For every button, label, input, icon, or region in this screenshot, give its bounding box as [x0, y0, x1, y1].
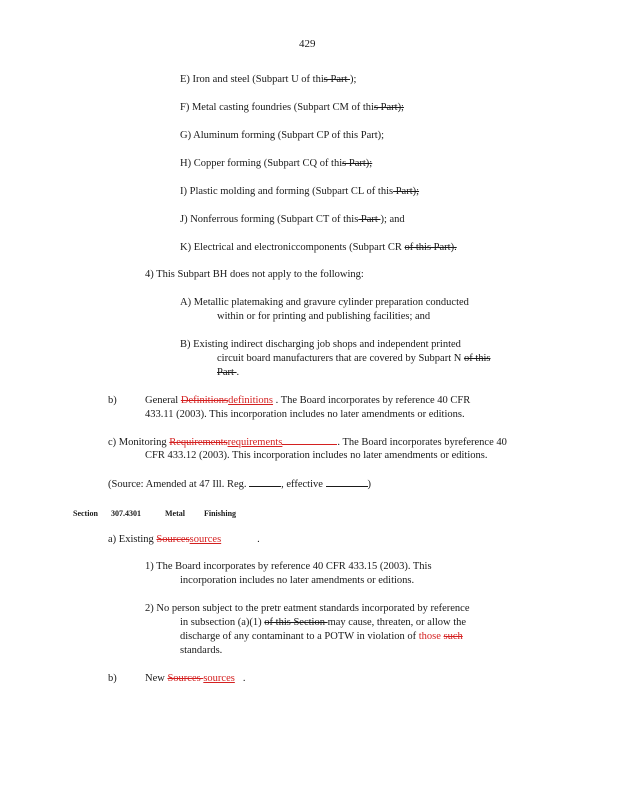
item-4b-line3: Part .	[217, 367, 240, 378]
list-item-i: I) Plastic molding and forming (Subpart CL of this Part);	[180, 186, 420, 197]
section-header-number: 307.4301	[111, 509, 141, 518]
subsection-a1-line2: incorporation includes no later amendments or editions.	[180, 575, 415, 586]
insert-underline	[282, 435, 337, 445]
subsection-a: a) Existing Sourcessources .	[108, 534, 260, 545]
list-item-h: H) Copper forming (Subpart CQ of this Part);	[180, 158, 373, 169]
item-4a-line1: A) Metallic platemaking and gravure cylinder preparation conducted	[180, 297, 469, 308]
item-4: 4) This Subpart BH does not apply to the following:	[145, 269, 364, 280]
section-c-line2: CFR 433.12 (2003). This incorporation includes no later amendments or editions.	[145, 450, 488, 461]
effective-blank	[326, 477, 368, 487]
subsection-b-label: b)	[108, 673, 117, 684]
list-item-f: F) Metal casting foundries (Subpart CM of this Part);	[180, 102, 404, 113]
item-4b-line1: B) Existing indirect discharging job shops and independent printed	[180, 339, 461, 350]
list-item-g: G) Aluminum forming (Subpart CP of this Part);	[180, 130, 385, 141]
list-item-e: E) Iron and steel (Subpart U of this Part );	[180, 74, 357, 85]
item-4b-line2: circuit board manufacturers that are covered by Subpart N of this	[217, 353, 491, 364]
subsection-a1-line1: 1) The Board incorporates by reference 40 CFR 433.15 (2003). This	[145, 561, 432, 572]
subsection-a2-line4: standards.	[180, 645, 223, 656]
register-blank	[249, 477, 281, 487]
section-b-line2: 433.11 (2003). This incorporation includes no later amendments or editions.	[145, 409, 465, 420]
section-b-label: b)	[108, 395, 117, 406]
page-number: 429	[299, 38, 316, 50]
subsection-a2-line1: 2) No person subject to the pretr eatment standards incorporated by reference	[145, 603, 470, 614]
subsection-b: New Sources sources .	[145, 673, 246, 684]
subsection-a2-line3: discharge of any contaminant to a POTW in violation of those such	[180, 631, 463, 642]
list-item-k: K) Electrical and electroniccomponents (Subpart CR of this Part).	[180, 242, 457, 253]
section-c-line1: c) Monitoring Requirementsrequirements . The Board incorporates byreference 40	[108, 437, 507, 448]
source-note: (Source: Amended at 47 Ill. Reg. , effective )	[108, 479, 372, 490]
section-header-title-1: Metal	[165, 509, 185, 518]
list-item-j: J) Nonferrous forming (Subpart CT of this Part ); and	[180, 214, 405, 225]
item-4a-line2: within or for printing and publishing facilities; and	[217, 311, 431, 322]
section-header-word: Section	[73, 509, 98, 518]
subsection-a2-line2: in subsection (a)(1) of this Section may cause, threaten, or allow the	[180, 617, 467, 628]
section-b-line1: General Definitionsdefinitions . The Board incorporates by reference 40 CFR	[145, 395, 471, 406]
section-header-title-2: Finishing	[204, 509, 237, 518]
